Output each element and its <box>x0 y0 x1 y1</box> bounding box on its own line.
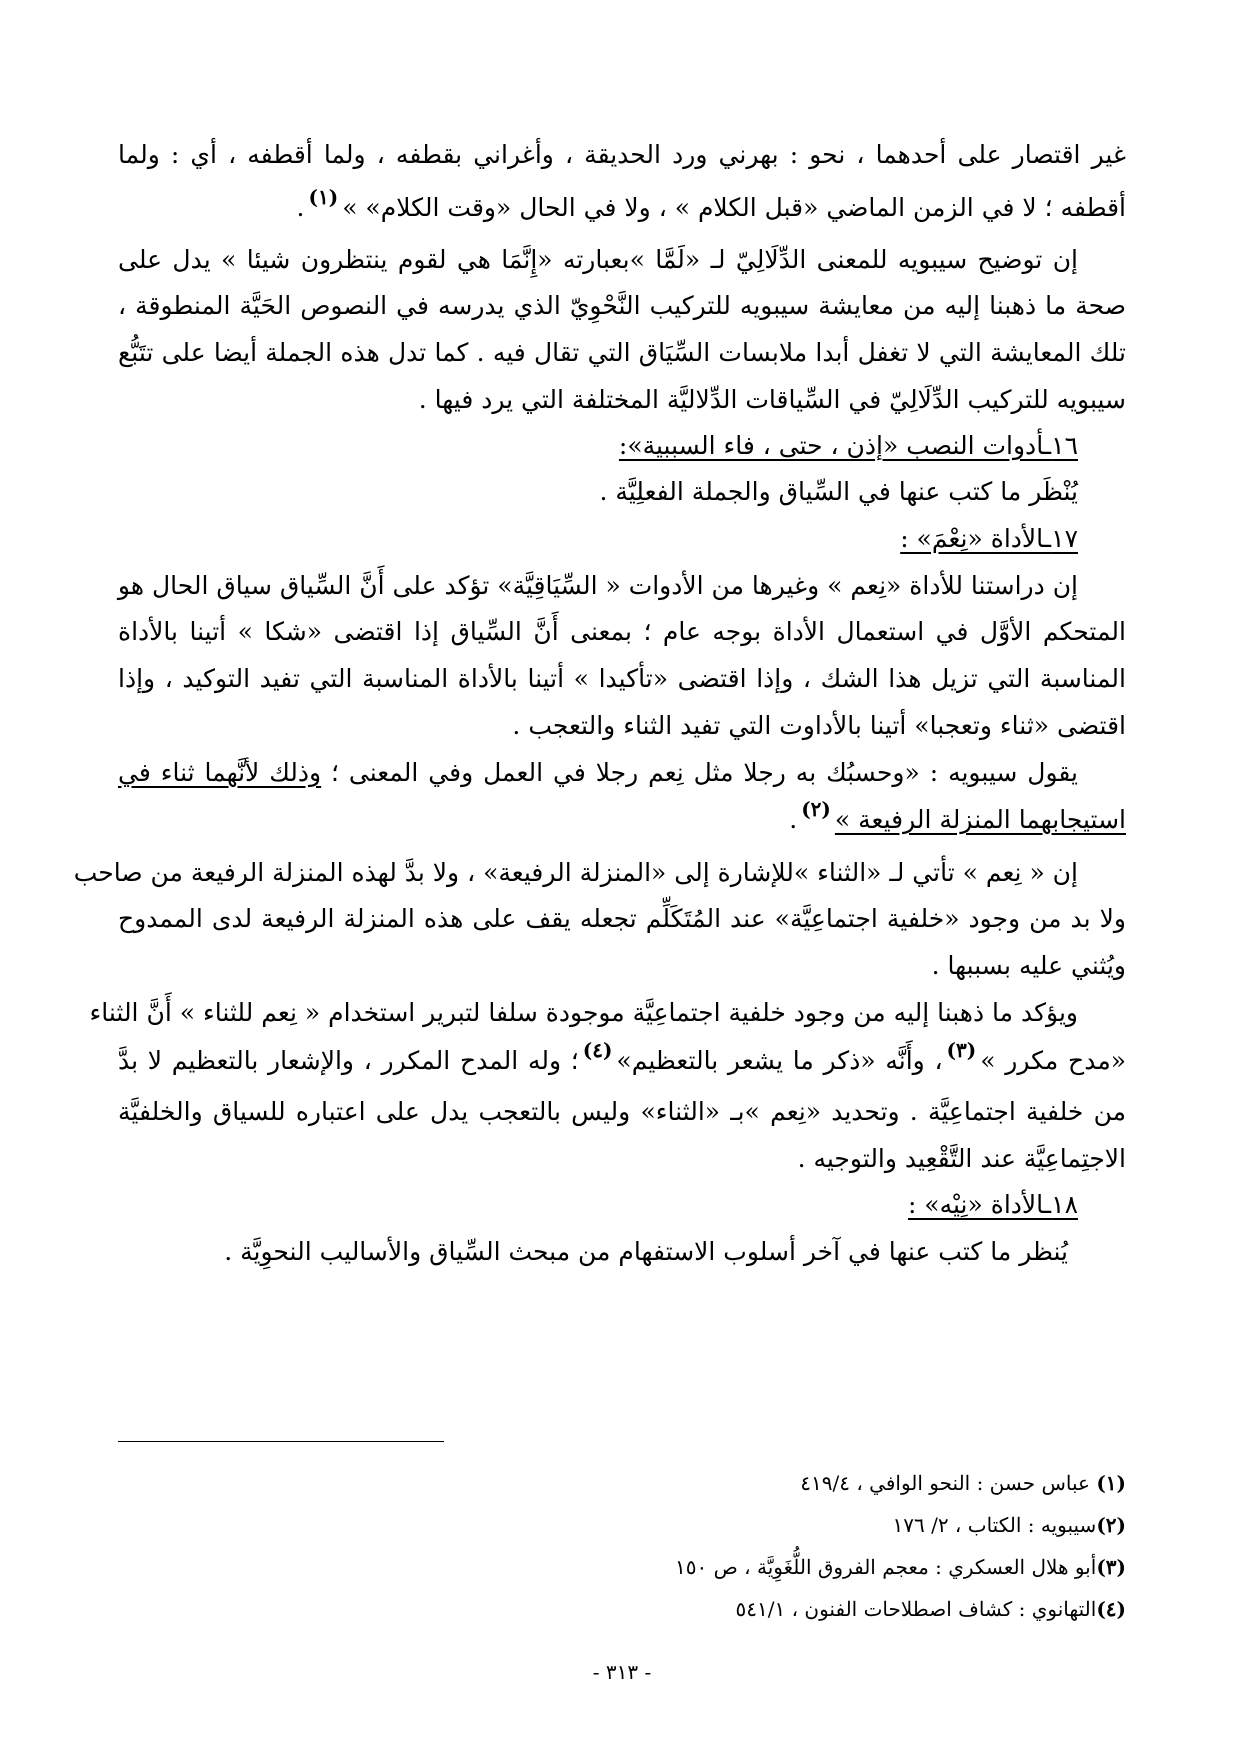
footnote-separator <box>118 1441 444 1442</box>
footnote-text: أبو هلال العسكري : معجم الفروق اللُّغَوِيَّة ، ص ١٥٠ <box>675 1555 1097 1579</box>
footnote-number: (٣) <box>1096 1555 1126 1579</box>
page-number: - ٣١٣ - <box>592 1660 652 1684</box>
footnote-number: (٤) <box>1096 1597 1126 1621</box>
text-segment: . <box>296 193 305 222</box>
text-line <box>118 185 1126 229</box>
text-line <box>118 753 1126 793</box>
text-line: يُنظر ما كتب عنها في آخر أسلوب الاستفهام من مبحث السِّياق والأساليب النحوِيَّة . <box>224 1237 1068 1266</box>
text-segment: ، وأَنَّه «ذكر ما يشعر بالتعظيم» <box>616 1046 943 1075</box>
footnote <box>800 1468 1126 1498</box>
footnote <box>675 1552 1126 1582</box>
text-line <box>118 797 1126 841</box>
heading-text: ١٦ـأدوات النصب «إذن ، حتى ، فاء السببية»: <box>618 431 1078 460</box>
text-segment: ؛ وله المدح المكرر ، والإشعار بالتعظيم لا بدَّ <box>118 1046 579 1075</box>
footnote-number: (٢) <box>1096 1513 1126 1537</box>
text-line: ويُثني عليه بسببها . <box>931 951 1126 980</box>
heading-text: ١٨ـالأداة «نِيْه» : <box>907 1190 1078 1219</box>
text-line: إن « نِعم » تأتي لـ «الثناء »للإشارة إلى «المنزلة الرفيعة» ، ولا بدَّ لهذه المنزلة الرفيعة من صاحب <box>73 858 1078 887</box>
text-line: تلك المعايشة التي لا تغفل أبدا ملابسات السِّيَاق التي تقال فيه . كما تدل هذه الجملة أيضا على تتَبُّع <box>118 338 1126 367</box>
text-line: ويؤكد ما ذهبنا إليه من وجود خلفية اجتماعِيَّة موجودة سلفا لتبرير استخدام « نِعم للثناء » أَنَّ الثناء <box>89 998 1078 1027</box>
text-line: ولا بد من وجود «خلفية اجتماعِيَّة» عند المُتَكَلِّم تجعله يقف على هذه المنزلة الرفيعة لدى الممدوح <box>118 904 1126 933</box>
text-line: اقتضى «ثناء وتعجبا» أتينا بالأداوت التي تفيد الثناء والتعجب . <box>512 711 1126 740</box>
text-segment: يقول سيبويه : «وحسبُك به رجلا مثل نِعم رجلا في العمل وفي المعنى ؛ <box>331 758 1078 787</box>
text-line: من خلفية اجتماعِيَّة . وتحديد «نِعم »بـ «الثناء» وليس بالتعجب يدل على اعتباره للسياق والخلفيَّة <box>118 1097 1126 1126</box>
section-heading <box>118 1185 1126 1225</box>
text-line: المتحكم الأوَّل في استعمال الأداة بوجه عام ؛ بمعنى أَنَّ السِّياق إذا اقتضى «شكا » أتينا بالأداة <box>118 617 1126 646</box>
text-segment: أقطفه ؛ لا في الزمن الماضي «قبل الكلام » ، ولا في الحال «وقت الكلام» » <box>342 193 1126 222</box>
text-line <box>118 1038 1127 1082</box>
text-line: الاجتِماعِيَّة عند التَّقْعِيد والتوجيه . <box>797 1144 1126 1173</box>
underlined-quote: وذلك لأنَّهما ثناء في <box>118 758 322 787</box>
text-line: إن دراستنا للأداة «نِعم » وغيرها من الأدوات « السِّيَاقِيَّة» تؤكد على أَنَّ السِّياق سياق الحال هو <box>117 571 1078 600</box>
text-line: يُنْظَر ما كتب عنها في السِّياق والجملة الفعلِيَّة . <box>599 477 1078 506</box>
footnote-ref[interactable]: (٣) <box>946 1038 977 1062</box>
footnote-number: (١) <box>1096 1471 1126 1495</box>
text-line: سيبويه للتركيب الدِّلَالِيّ في السِّياقات الدِّلاليَّة المختلفة التي يرد فيها . <box>418 385 1126 414</box>
footnote-text: عباس حسن : النحو الوافي ، ٤١٩/٤ <box>800 1471 1097 1495</box>
footnote-text: التهانوي : كشاف اصطلاحات الفنون ، ٥٤١/١ <box>735 1597 1097 1621</box>
section-heading <box>118 426 1126 466</box>
underlined-quote: استيجابهما المنزلة الرفيعة » <box>834 805 1126 834</box>
text-line: صحة ما ذهبنا إليه من معايشة سيبويه للتركيب النَّحْوِيّ الذي يدرسه في النصوص الحَيَّة المنطوقة ، <box>118 291 1126 320</box>
text-line: غير اقتصار على أحدهما ، نحو : بهرني ورد الحديقة ، وأغراني بقطفه ، ولما أقطفه ، أي : ولما <box>118 140 1126 169</box>
document-page <box>73 0 1127 1754</box>
footnote <box>892 1510 1126 1540</box>
heading-text: ١٧ـالأداة «نِعْمَ» : <box>900 524 1078 553</box>
text-segment: . <box>789 805 798 834</box>
text-line: المناسبة التي تزيل هذا الشك ، وإذا اقتضى «تأكيدا » أتينا بالأداة المناسبة التي تفيد التوكيد ، وإذا <box>118 664 1126 693</box>
section-heading <box>118 519 1126 559</box>
footnote-text: سيبويه : الكتاب ، ٢/ ١٧٦ <box>892 1513 1097 1537</box>
footnote-ref[interactable]: (٤) <box>582 1038 613 1062</box>
footnote <box>736 1594 1126 1624</box>
text-line: إن توضيح سيبويه للمعنى الدِّلَالِيّ لـ «لَمَّا »بعبارته «إِنَّمَا هي لقوم ينتظرون شيئا » يدل على <box>118 245 1078 274</box>
footnote-ref[interactable]: (٢) <box>801 797 831 821</box>
text-segment: «مدح مكرر » <box>980 1046 1127 1075</box>
footnote-ref[interactable]: (١) <box>308 185 339 209</box>
